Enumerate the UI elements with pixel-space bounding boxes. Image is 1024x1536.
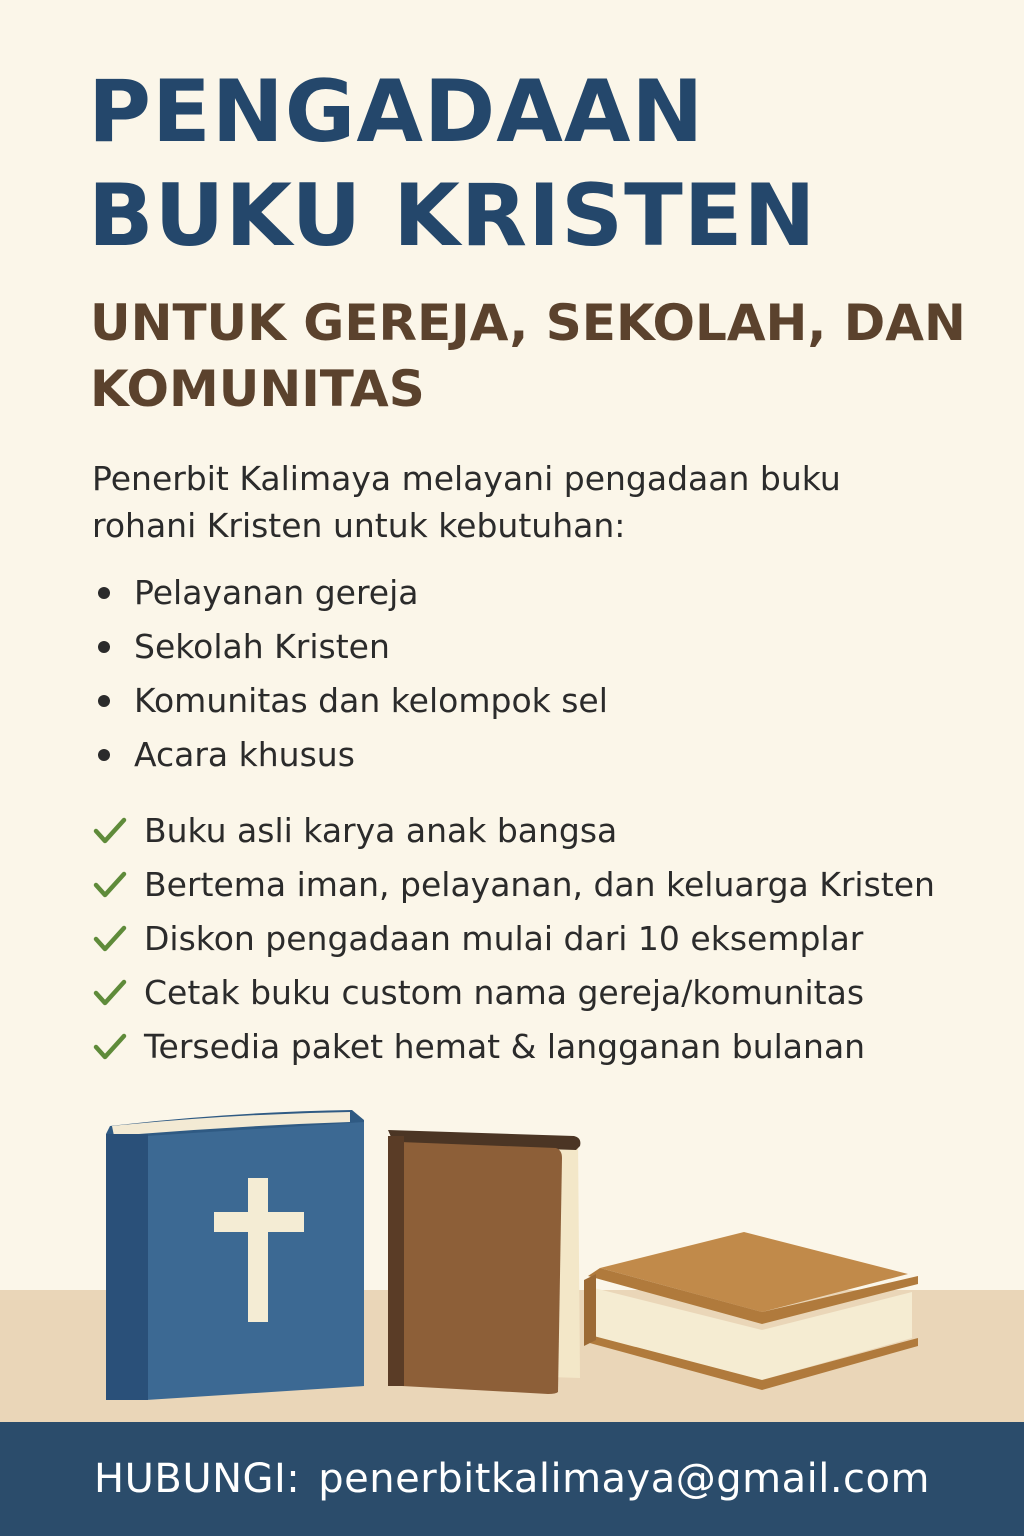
list-item	[92, 804, 935, 858]
list-item	[92, 858, 935, 912]
list-item	[92, 912, 935, 966]
list-item	[92, 566, 608, 620]
list-item-label: Acara khusus	[134, 735, 355, 774]
benefit-label: Buku asli karya anak bangsa	[144, 811, 618, 850]
poster-title: PENGADAAN BUKU KRISTEN	[88, 62, 817, 266]
list-item	[92, 1020, 935, 1074]
poster-subtitle: UNTUK GEREJA, SEKOLAH, DAN KOMUNITAS	[90, 294, 966, 418]
books-illustration	[0, 1090, 1024, 1422]
bullet-dot-icon	[98, 695, 110, 707]
list-item	[92, 620, 608, 674]
list-item-label: Pelayanan gereja	[134, 573, 419, 612]
checkmark-icon	[92, 870, 128, 900]
list-item	[92, 674, 608, 728]
bible-cross-book-icon	[106, 1110, 364, 1400]
bullet-dot-icon	[98, 749, 110, 761]
benefits-list	[92, 804, 935, 1074]
benefit-label: Cetak buku custom nama gereja/komunitas	[144, 973, 865, 1012]
checkmark-icon	[92, 978, 128, 1008]
checkmark-icon	[92, 1032, 128, 1062]
list-item-label: Komunitas dan kelompok sel	[134, 681, 608, 720]
bullet-dot-icon	[98, 587, 110, 599]
benefit-label: Diskon pengadaan mulai dari 10 eksemplar	[144, 919, 864, 958]
standing-brown-book-icon	[388, 1130, 580, 1394]
contact-text	[94, 1456, 930, 1502]
benefit-label: Tersedia paket hemat & langganan bulanan	[144, 1027, 866, 1066]
list-item-label: Sekolah Kristen	[134, 627, 390, 666]
contact-label: HUBUNGI:	[94, 1456, 301, 1502]
list-item	[92, 966, 935, 1020]
benefit-label: Bertema iman, pelayanan, dan keluarga Kristen	[144, 865, 935, 904]
needs-list	[92, 566, 608, 782]
checkmark-icon	[92, 816, 128, 846]
contact-footer	[0, 1422, 1024, 1536]
checkmark-icon	[92, 924, 128, 954]
list-item	[92, 728, 608, 782]
contact-email-link[interactable]: penerbitkalimaya@gmail.com	[318, 1456, 930, 1502]
intro-text: Penerbit Kalimaya melayani pengadaan buku rohani Kristen untuk kebutuhan:	[92, 459, 841, 545]
bullet-dot-icon	[98, 641, 110, 653]
